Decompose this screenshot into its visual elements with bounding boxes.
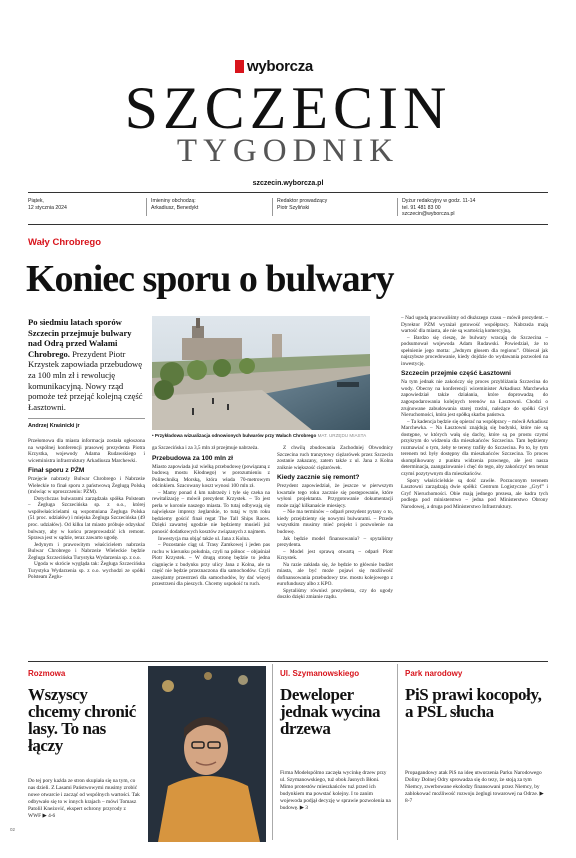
duty-phone: tel. 91 481 83 00 — [402, 204, 441, 211]
meta-divider — [397, 198, 398, 216]
wyborcza-logo-icon — [235, 60, 244, 73]
editor-info — [277, 198, 327, 211]
paragraph: – Pozostanie ciąg ul. Trasy Zamkowej i jeden pas ruchu w kierunku południa, czyli na północ – objaśniał Piotr Krzystek. – W drugą stronę będzie to jedna ciągnięcie z budynku przy ulicy Jana z Kolna, ale ta część nie będzie przeznaczona dla samochodów. Czyli zawężamy przestrzeń dla samochodów, by dać więcej przestrzeni dla pieszych. Chcemy uspokoić tu ruch. — [152, 542, 270, 588]
teaser-body — [28, 778, 140, 820]
brand-name: wyborcza — [247, 57, 313, 75]
image-caption: • Przykładowa wizualizacja odnowionych bulwarów przy Wałach Chrobrego MAT. URZĘDU MIASTA — [152, 433, 367, 438]
paragraph: – Model jest sprawą otwartą – odparł Piotr Krzystek. — [277, 548, 393, 562]
paragraph: Prezydent zapowiedział, że jeszcze w pierwszym kwartale tego roku zacznie się postępowanie, które wyłoni projektanta. Przygotowanie dokumentacji może zająć kilkanaście miesięcy. — [277, 483, 393, 509]
meta-divider — [146, 198, 147, 216]
paragraph: – Ta kadencja będzie się opierać na współpracy – mówił Arkadiusz Marchewka. – Na Łasztowni znajdują się budynki, które nie są dostępne, w których wałą się dachy, które są po prostu czymś przykrym do widzenia dla mieszkańców Szczecina. Tam będziemy rozmawiać o tym, żeby te tereny trafiły do Szczecina. Po to, by tym terenem też były dostępny dla mieszkańców Szczecina. To proces skomplikowany z punktu widzenia prawnego, ale jest nasza determinacja, zaangażowanie i chęć do tego, aby zakończyć ten temat czymś pozytywnym dla mieszkańców. — [401, 418, 548, 478]
teaser-label: Rozmowa — [28, 669, 66, 678]
teaser-rule — [28, 661, 548, 662]
date-day: Piątek, — [28, 198, 44, 204]
boulevard-visualization-image — [152, 316, 370, 430]
masthead-subtitle: TYGODNIK — [176, 133, 400, 169]
teaser-body — [405, 770, 545, 805]
meta-rule — [28, 224, 548, 225]
paragraph: Dotychczas bulwarami zarządzała spółka Polsteam – Żegluga Szczecińska sp. z o.o., której współwłaścicielami są wspomniana Żegluga Polska (51 proc. udziałów) i miejska Żegluga Szczecińska (49 proc. udziałów). Od kilku lat miasto próbuje odzyskać bulwary, aby w końcu przeprowadzić ich remont. Sprawa jest w sądzie, teraz zawarto ugodę. — [28, 495, 145, 542]
teaser-headline[interactable]: PiS prawi kocopoły, a PSL słucha — [405, 685, 542, 721]
article-image — [152, 316, 370, 430]
article-column-2 — [152, 445, 270, 588]
page-number: 02 — [10, 827, 16, 832]
teaser-photo — [148, 666, 266, 842]
teaser-body — [280, 770, 392, 812]
nameday-label: Imieniny obchodzą: — [151, 198, 196, 204]
teaser-label: Ul. Szymanowskiego — [280, 669, 360, 678]
teaser-pages: 8-7 — [405, 798, 413, 804]
date-value: 12 stycznia 2024 — [28, 204, 67, 211]
section-label: Wały Chrobrego — [28, 237, 102, 248]
article-lead — [28, 317, 145, 412]
article-column-1 — [28, 438, 145, 581]
masthead-rule — [28, 192, 548, 193]
paragraph: Z chwilą zbudowania Zachodniej Obwodnicy Szczecina ruch tranzytowy ciężarówek przez Szczecin zostanie zakazany, zatem także z ul. Jana z Kolna zniknie większość ciężarówek. — [277, 445, 393, 471]
article-column-3 — [277, 445, 393, 601]
teaser-text: Propagandowy atak PiS na ideę utworzenia Parku Narodowego Doliny Dolnej Odry sprowadza się do tezy, że stoją za tym Niemcy, zwerbowane ekolodzy finansowani przez Niemcy, by zablokować możliwość rozwoju żeglugi towarowej na Odrze. — [405, 770, 542, 797]
paragraph: – Mamy ponad 4 km nabrzeży i tyle się czeka na rewitalizację – mówił prezydent Krzystek. – To jest perła w koronie naszego miasta. To tutaj odbywają się największe imprezy żeglarskie, to tutaj w tym roku będziemy gościć finał regat The Tall Ships Races. Dzięki zawartej ugodzie nie będziemy musieli już ponosić dodatkowych kosztów związanych z najmem. — [152, 489, 270, 536]
duty-email[interactable]: szczecin@wyborcza.pl — [402, 211, 455, 217]
paragraph: Jedynym i prawowitym właścicielem nabrzeża Bulwar Chrobrego i Nabrzeże Wieleckie będzie Żegluga Szczecińska Turystyka Wydarzenia sp. z o.o. — [28, 541, 145, 561]
paragraph: Spytaliśmy również prezydenta, czy do ugody doszło dzięki zmianie rządu. — [277, 587, 393, 601]
paragraph: Inwestycja ma objąć także ul. Jana z Kolna. — [158, 535, 250, 542]
nameday-names: Arkadiusz, Benedykt — [151, 204, 199, 211]
paragraph: Jak będzie model finansowania? – spytaliśmy prezydenta. — [277, 535, 393, 549]
caption-credit: MAT. URZĘDU MIASTA — [317, 433, 367, 438]
teaser-divider — [397, 664, 398, 840]
namedays — [151, 198, 198, 211]
subheading: Finał sporu z PŻM — [28, 467, 85, 475]
teaser-headline[interactable]: Deweloper jednak wycina drzewa — [280, 685, 381, 738]
paragraph: Ugoda w skrócie wygląda tak: Żegluga Szczecińska Turystyka Wydarzenia sp. z o.o. wychodzi ze spółki Polsteam Żeglu- — [28, 561, 145, 581]
paragraph: – Nad ugodą pracowaliśmy od dłuższego czasu – mówił prezydent. – Dyrektor PŻM wyrażał gotowość współpracy. Nabrzeża mają wartość dla miasta, ale nie są wartością komercyjną. — [401, 315, 548, 335]
lead-rest: Prezydent Piotr Krzystek zapowiada przebudowę za 100 mln zł i rewolucję komunikacyjną. Nowy rząd pomoże też przejąć kolejną część Łasztowni. — [28, 348, 143, 412]
author-name: Andrzej Kraśnicki jr — [28, 423, 80, 429]
issue-date — [28, 198, 67, 211]
caption-text: Przykładowa wizualizacja odnowionych bulwarów przy Wałach Chrobrego — [154, 433, 317, 438]
teaser-headline[interactable]: Wszyscy chcemy chronić lasy. To nas łączy — [28, 685, 136, 755]
editor-label: Redaktor prowadzący — [277, 198, 328, 204]
teaser-pages: 4-6 — [48, 813, 56, 819]
paragraph: Na razie zakłada się, że będzie to głównie budżet miasta, ale być może pojawi się możliwość dofinansowania przebudowy tzw. mostu kolejowego z eurofunduszy albo z KPO. — [277, 561, 393, 588]
lead-bold: Po siedmiu latach sporów Szczecin przejmuje bulwary nad Odrą przed Wałami Chrobrego. — [28, 317, 132, 359]
paragraph: Przejęcie nabrzeży Bulwar Chrobrego i Nabrzeże Wieleckie to finał sporu z państwową Żeglugą Polską (mówiąc w uproszczeniu: PŻM). — [28, 476, 145, 496]
paragraph: – Bardzo się cieszę, że bulwary wracają do Szczecina – podsumował wojewoda Adam Rudawski. Powiedział, że to spełnienie jego motta: „Jednym głosem dla regionu”. Obiecał jak najszybsze procedowanie, kiedy dojdzie do wydawania pozwoleń na inwestycję. — [401, 334, 548, 367]
article-column-4 — [401, 315, 548, 510]
paragraph: Przełomowa dla miasta informacja została ogłoszona na wspólnej konferencji prasowej prezydenta Piotra Krzystka, wojewody Adama Rudawskiego i wiceministra infrastruktury Arkadiusza Marchewki. — [28, 438, 145, 464]
teaser-text: Do tej pory każda ze stron skupiała się na tym, co nas dzieli. Z Lasami Państwowymi musimy zrobić nowe otwarcie i zacząć od wspólnych wartości. Tak odbywało się to w innych krajach – mówi Tomasz Patolil Kneżović, ekspert ochrony przyrody z WWF — [28, 778, 140, 819]
meta-divider — [272, 198, 273, 216]
paragraph: Miasto zapowiada już wielką przebudowę (powiązaną z budową mostu Kłodnego) w porozumieniu z Politechniką Morską, która władа 70-metrowym odcinkiem. Szacowany koszt wynosi 100 mln zł. — [152, 463, 270, 490]
paragraph: – Nie ma terminów – odparł prezydent pytany o to, kiedy przejdziemy się nowymi bulwarami. – Przede wszystkim musimy mieć projekt i pozwolenie na budowę. — [277, 509, 393, 536]
subheading: Szczecin przejmie część Łasztowni — [401, 370, 511, 378]
paragraph: Na tym jednak nie zakończy się proces przybliżania Szczecina do wody. Obecny na konferencji wiceminister Arkadiusz Marchewka zapowiedział także działania, które doprowadzą do zagospodarowania kolejnych terenów na Łasztowni. Chodzi o zrujnowane zabudowania starej rzeźni, należące do spółki Grył Nieruchomości, która jest spółką skarbu państwa. — [401, 379, 548, 419]
page-arrow-icon: ▶ — [539, 791, 544, 797]
subheading: Kiedy zacznie się remont? — [277, 474, 360, 482]
author-rule — [28, 418, 145, 419]
subheading: Przebudowa za 100 mln zł — [152, 454, 233, 462]
teaser-pages: 3 — [305, 805, 308, 811]
website-link[interactable]: szczecin.wyborcza.pl — [252, 180, 324, 187]
teaser-label: Park narodowy — [405, 669, 463, 678]
masthead-title: SZCZECIN — [124, 75, 452, 141]
portrait-photo-image — [148, 666, 266, 842]
page-arrow-icon: ▶ — [299, 805, 304, 811]
teaser-divider — [272, 664, 273, 840]
paragraph: Spory właścicielskie są dość zawiłe. Porzuconym terenem Łasztowni zarządzają dwie spółki: Centrum Logistyczne „Gryf” i Gryf Nieruchomości. Obie mają jednego prezesa, ale kadra tych podlega pod ministerstwo – jedna pod Ministerstwo Obrony Narodowej, a druga pod Ministerstwo Infrastruktury. — [401, 477, 548, 510]
paragraph: ga Szczecińska i za 3,5 mln zł przejmuje nabrzeża. — [152, 445, 259, 451]
editor-name: Piotr Szyliński — [277, 204, 310, 211]
teaser-text: Firma Modelspólmo zaczęła wycinkę drzew przy ul. Szymanowskiego, tuż obok Jasnych Błoni. Mimo protestów mieszkańców tuż przed ich budynkiem ma powstać kolejny. I to zanim wojewoda podjął decyzję w sprawie pozwolenia na budowę. — [280, 770, 391, 811]
duty-label: Dyżur redakcyjny w godz. 11-14 — [402, 198, 476, 204]
duty-info — [402, 198, 475, 218]
article-headline: Koniec sporu o bulwary — [26, 258, 394, 300]
brand-logo[interactable] — [235, 58, 313, 74]
page-arrow-icon: ▶ — [42, 813, 47, 819]
